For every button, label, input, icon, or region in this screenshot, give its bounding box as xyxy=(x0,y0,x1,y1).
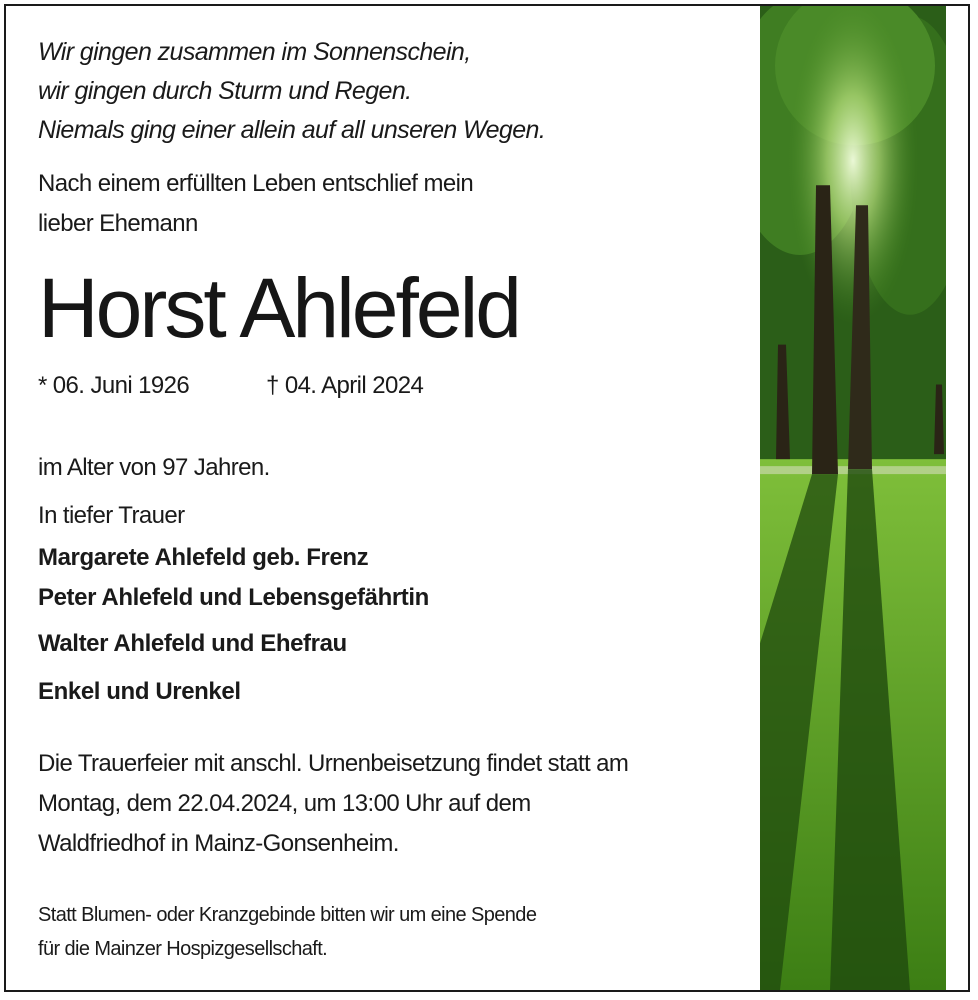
ceremony-line-3: Waldfriedhof in Mainz-Gonsenheim. xyxy=(38,830,399,857)
mourning-text: In tiefer Trauer xyxy=(38,502,185,529)
mourner-1: Margarete Ahlefeld geb. Frenz xyxy=(38,544,369,571)
age-text: im Alter von 97 Jahren. xyxy=(38,454,270,481)
donation-line-2: für die Mainzer Hospizgesellschaft. xyxy=(38,938,328,960)
mourner-3: Walter Ahlefeld und Ehefrau xyxy=(38,630,347,657)
birth-date: * 06. Juni 1926 xyxy=(38,372,190,399)
mourner-2: Peter Ahlefeld und Lebensgefährtin xyxy=(38,584,429,611)
donation-line-1: Statt Blumen- oder Kranzgebinde bitten wir um eine Spende xyxy=(38,904,537,926)
death-date: † 04. April 2024 xyxy=(266,372,424,399)
ceremony-line-2: Montag, dem 22.04.2024, um 13:00 Uhr auf dem xyxy=(38,790,531,817)
trees-in-sunlight-image xyxy=(760,6,946,990)
obituary-notice xyxy=(4,4,970,992)
intro-line-2: lieber Ehemann xyxy=(38,210,198,237)
poem-line-3: Niemals ging einer allein auf all unseren Wegen. xyxy=(38,116,546,144)
mourner-4: Enkel und Urenkel xyxy=(38,678,241,705)
text-column xyxy=(38,6,748,990)
intro-line-1: Nach einem erfüllten Leben entschlief mein xyxy=(38,170,474,197)
poem-line-2: wir gingen durch Sturm und Regen. xyxy=(38,77,412,105)
deceased-name: Horst Ahlefeld xyxy=(38,261,519,355)
ceremony-line-1: Die Trauerfeier mit anschl. Urnenbeisetzung findet statt am xyxy=(38,750,629,777)
poem-line-1: Wir gingen zusammen im Sonnenschein, xyxy=(38,38,471,66)
